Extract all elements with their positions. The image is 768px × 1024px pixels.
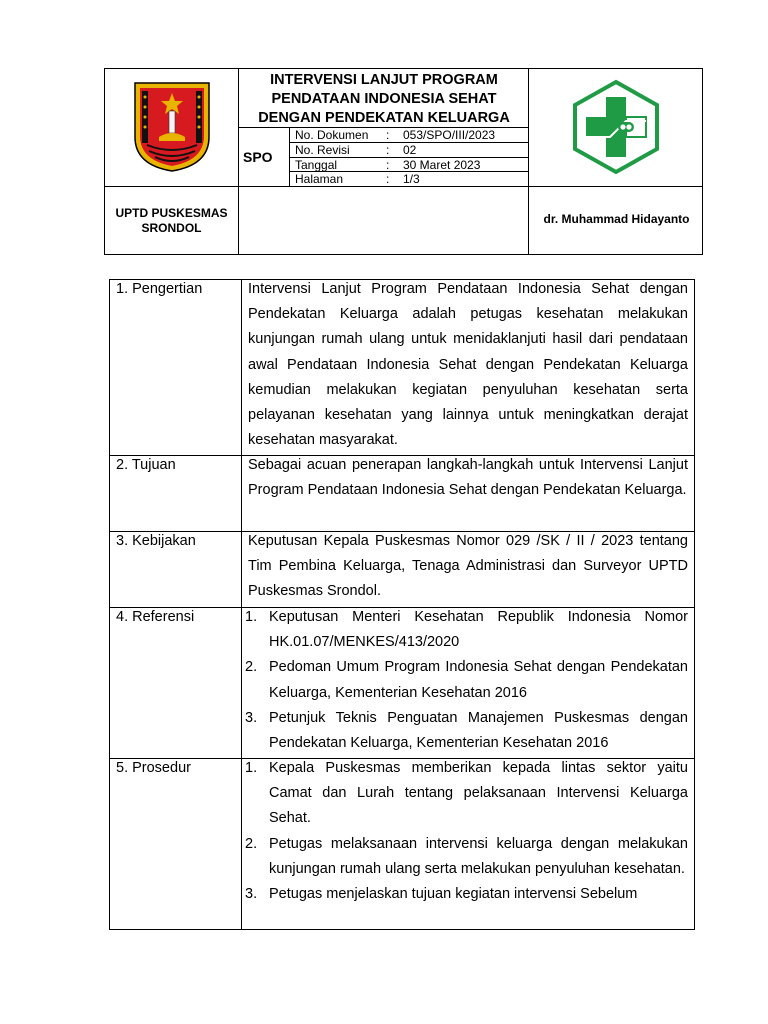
meta-sep: : xyxy=(386,128,390,142)
meta-value: 30 Maret 2023 xyxy=(403,158,481,172)
section-label-kebijakan: 3. Kebijakan xyxy=(116,533,196,549)
section-text-kebijakan xyxy=(248,529,688,605)
item-number: 2. xyxy=(245,835,258,852)
item-text: Kepala Puskesmas memberikan kepada lintas sektor yaitu Camat dan Lurah tentang pelaksanaan Intervensi Keluarga Sehat. xyxy=(269,760,688,827)
item-text: Petugas melaksanaan intervensi keluarga dengan melakukan kunjungan rumah ulang serta melakukan penyuluhan kesehatan. xyxy=(269,835,688,877)
section-label-tujuan: 2. Tujuan xyxy=(116,457,176,473)
puskesmas-logo xyxy=(570,79,662,175)
meta-value: 053/SPO/III/2023 xyxy=(403,128,496,142)
divider xyxy=(241,280,242,929)
paragraph: Intervensi Lanjut Program Pendataan Indonesia Sehat dengan Pendekatan Keluarga adalah petugas kesehatan melakukan kunjungan rumah ulang untuk menidaklanjuti hasil dari pendataan awal Pendataan Indonesia Sehat dengan Pendekatan Keluarga kemudian melakukan kegiatan penyuluhan kesehatan serta pelayanan kesehatan yang lainnya untuk meningkatkan derajat kesehatan masyarakat. xyxy=(248,281,688,449)
list-item xyxy=(245,832,688,882)
list-item xyxy=(245,882,688,907)
list-item xyxy=(245,655,688,705)
item-number: 2. xyxy=(245,659,258,676)
item-number: 1. xyxy=(245,609,258,625)
item-number: 1. xyxy=(245,760,258,776)
document-type: SPO xyxy=(243,149,273,165)
procedure-list xyxy=(245,756,688,907)
meta-row xyxy=(290,143,527,158)
section-text-pengertian xyxy=(248,277,688,453)
meta-key: Tanggal xyxy=(295,158,338,172)
list-item xyxy=(245,706,688,756)
meta-row xyxy=(290,172,527,187)
document-title: INTERVENSI LANJUT PROGRAM PENDATAAN INDONESIA SEHAT DENGAN PENDEKATAN KELUARGA xyxy=(258,72,510,126)
item-text: Petugas menjelaskan tujuan kegiatan intervensi Sebelum xyxy=(269,886,638,903)
meta-row xyxy=(290,158,527,173)
section-label-referensi: 4. Referensi xyxy=(116,609,195,625)
reference-list xyxy=(245,605,688,756)
meta-sep: : xyxy=(386,158,390,172)
item-number: 3. xyxy=(245,886,258,903)
meta-sep: : xyxy=(386,172,390,186)
item-text: Petunjuk Teknis Penguatan Manajemen Puskesmas dengan Pendekatan Keluarga, Kementerian Kesehatan 2016 xyxy=(269,709,688,752)
meta-value: 02 xyxy=(403,143,417,157)
organization-name: UPTD PUSKESMAS SRONDOL xyxy=(115,206,228,235)
paragraph: Sebagai acuan penerapan langkah-langkah untuk Intervensi Lanjut Program Pendataan Indonesia Sehat dengan Pendekatan Keluarga. xyxy=(248,457,688,499)
list-item xyxy=(245,605,688,655)
signer-name: dr. Muhammad Hidayanto xyxy=(543,212,690,226)
meta-key: No. Dokumen xyxy=(295,128,369,142)
city-emblem-logo xyxy=(133,81,211,173)
item-text: Pedoman Umum Program Indonesia Sehat dengan Pendekatan Keluarga, Kementerian Kesehatan 2016 xyxy=(269,659,688,701)
item-text: Keputusan Menteri Kesehatan Republik Indonesia Nomor HK.01.07/MENKES/413/2020 xyxy=(269,609,688,651)
meta-key: Halaman xyxy=(295,172,344,186)
section-text-tujuan xyxy=(248,453,688,503)
section-label-pengertian: 1. Pengertian xyxy=(116,281,203,297)
item-number: 3. xyxy=(245,709,258,726)
list-item xyxy=(245,756,688,832)
procedure-table xyxy=(109,279,695,930)
meta-key: No. Revisi xyxy=(295,143,350,157)
meta-row xyxy=(290,128,527,143)
paragraph: Keputusan Kepala Puskesmas Nomor 029 /SK / II / 2023 tentang Tim Pembina Keluarga, Tenaga Administrasi dan Surveyor UPTD Puskesmas Srondol. xyxy=(248,533,688,600)
meta-value: 1/3 xyxy=(403,172,420,186)
section-label-prosedur: 5. Prosedur xyxy=(116,760,191,776)
document-header xyxy=(104,68,703,255)
meta-sep: : xyxy=(386,143,390,157)
